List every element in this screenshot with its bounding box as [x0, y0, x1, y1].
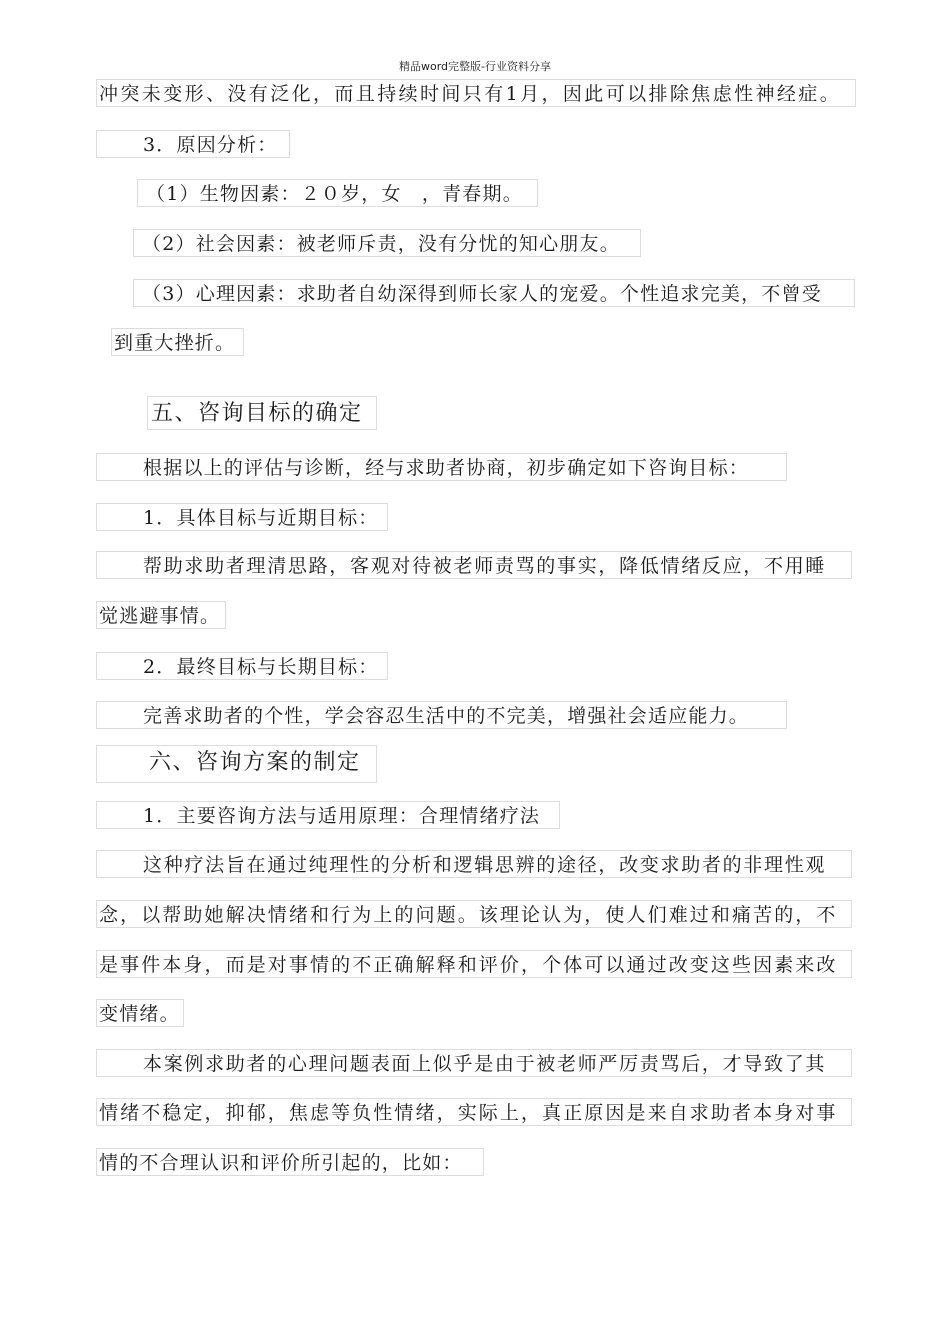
- section-heading: 五、咨询目标的确定: [147, 396, 377, 430]
- paragraph-line: 这种疗法旨在通过纯理性的分析和逻辑思辨的途径，改变求助者的非理性观: [96, 850, 852, 878]
- paragraph-line: （2）社会因素：被老师斥责，没有分忧的知心朋友。: [133, 229, 641, 257]
- paragraph-line: 冲突未变形、没有泛化，而且持续时间只有1月，因此可以排除焦虑性神经症。: [96, 79, 856, 107]
- paragraph-line: （1）生物因素：２０岁，女 ，青春期。: [137, 179, 538, 207]
- section-heading: 六、咨询方案的制定: [96, 745, 377, 783]
- paragraph-line: 变情绪。: [96, 999, 184, 1027]
- paragraph-line: 情的不合理认识和评价所引起的，比如：: [96, 1148, 484, 1176]
- paragraph-line: 完善求助者的个性，学会容忍生活中的不完美，增强社会适应能力。: [96, 701, 787, 729]
- section-item: 1．主要咨询方法与适用原理：合理情绪疗法: [96, 801, 560, 829]
- section-item: 2．最终目标与长期目标：: [96, 652, 388, 680]
- paragraph-line: 情绪不稳定，抑郁，焦虑等负性情绪，实际上，真正原因是来自求助者本身对事: [96, 1098, 852, 1126]
- paragraph-line: 帮助求助者理清思路，客观对待被老师责骂的事实，降低情绪反应，不用睡: [96, 551, 852, 579]
- paragraph-line: 本案例求助者的心理问题表面上似乎是由于被老师严厉责骂后，才导致了其: [96, 1049, 852, 1077]
- section-item: 1．具体目标与近期目标：: [96, 503, 388, 531]
- paragraph-line: 是事件本身，而是对事情的不正确解释和评价，个体可以通过改变这些因素来改: [96, 950, 852, 978]
- paragraph-line: 念，以帮助她解决情绪和行为上的问题。该理论认为，使人们难过和痛苦的，不: [96, 900, 852, 928]
- paragraph-line: 觉逃避事情。: [96, 601, 226, 629]
- section-item: 3．原因分析：: [96, 130, 290, 158]
- paragraph-line: 根据以上的评估与诊断，经与求助者协商，初步确定如下咨询目标：: [96, 453, 787, 481]
- page-header: 精品word完整版-行业资料分享: [398, 60, 551, 73]
- paragraph-line: 到重大挫折。: [111, 328, 244, 356]
- paragraph-line: （3）心理因素：求助者自幼深得到师长家人的宠爱。个性追求完美，不曾受: [133, 279, 855, 307]
